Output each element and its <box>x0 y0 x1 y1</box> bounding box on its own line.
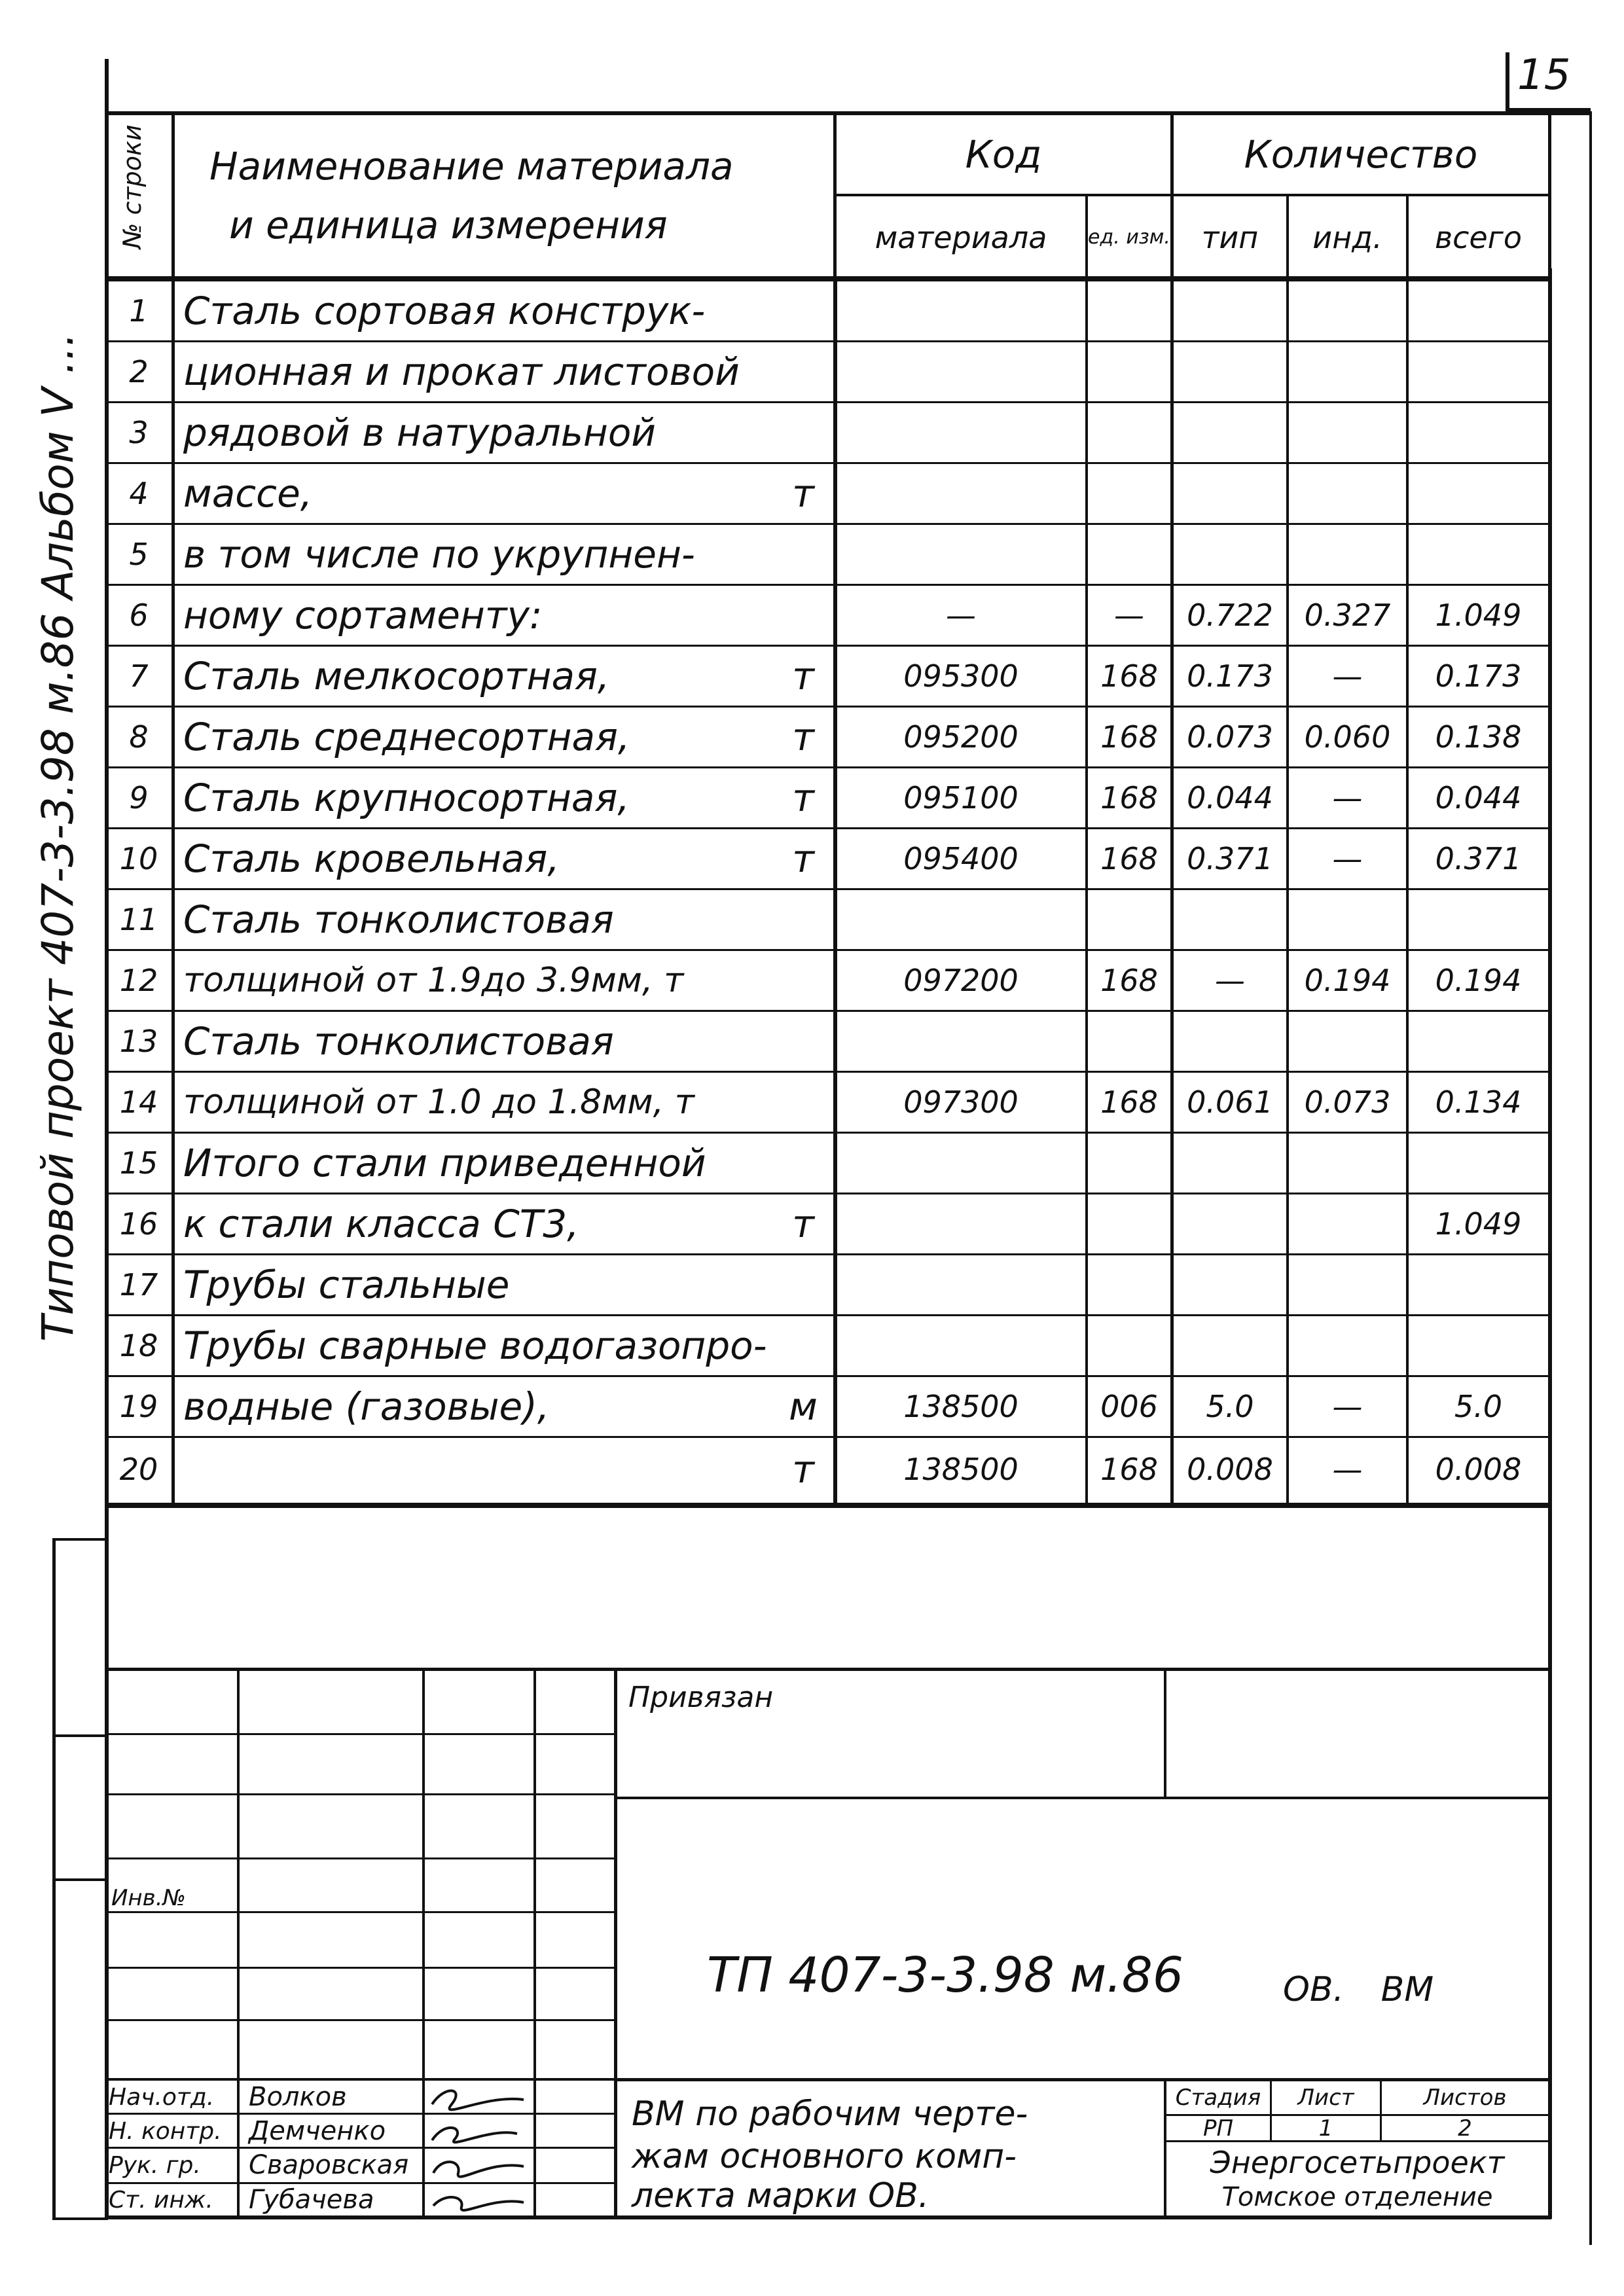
side-label: Типовой проект 407-3-3.98 м.86 Альбом V ... <box>33 332 83 1342</box>
table-row: 9 Сталь крупносортная, т 095100 168 0.044 — 0.044 <box>106 768 1551 829</box>
header-quantity: Количество <box>1244 132 1478 177</box>
signer-name: Демченко <box>249 2116 386 2146</box>
table-row: 1 Сталь сортовая конструк- <box>106 281 1551 342</box>
table-row: 4 массе, т <box>106 464 1551 525</box>
frame-right <box>1589 111 1592 2245</box>
doc-mark: ОВ. ВМ <box>1283 1970 1434 2009</box>
stage-label: Стадия <box>1175 2085 1261 2111</box>
table-row: 5 в том числе по укрупнен- <box>106 525 1551 586</box>
table-row: 16 к стали класса СТ3, т 1.049 <box>106 1194 1551 1255</box>
table-row: 7 Сталь мелкосортная, т 095300 168 0.173 — 0.173 <box>106 647 1551 708</box>
page-number: 15 <box>1517 51 1571 99</box>
header-q-type: тип <box>1201 220 1259 255</box>
org-name: Энергосетьпроект <box>1210 2145 1505 2180</box>
org-branch: Томское отделение <box>1221 2182 1493 2212</box>
table-row: 15 Итого стали приведенной <box>106 1134 1551 1194</box>
signer-name: Волков <box>249 2082 347 2112</box>
table-row: 14 толщиной от 1.0 до 1.8мм, т 097300 168 0.061 0.073 0.134 <box>106 1073 1551 1134</box>
desc-line3: лекта марки ОВ. <box>632 2176 929 2215</box>
signatures-image <box>425 2081 533 2215</box>
table-row: 2 ционная и прокат листовой <box>106 342 1551 403</box>
header-code-unit: ед. изм. <box>1088 226 1170 249</box>
table-row: 3 рядовой в натуральной <box>106 403 1551 464</box>
table-row: 18 Трубы сварные водогазопро- <box>106 1316 1551 1377</box>
desc-line2: жам основного комп- <box>632 2137 1017 2176</box>
signer-role: Ст. инж. <box>109 2186 213 2214</box>
sheets-value: 2 <box>1458 2116 1472 2141</box>
sheet-label: Лист <box>1297 2085 1354 2111</box>
signer-name: Губачева <box>249 2185 374 2215</box>
inv-no-label: Инв.№ <box>111 1885 186 1911</box>
header-q-ind: инд. <box>1312 220 1382 255</box>
sheets-label: Листов <box>1423 2085 1507 2111</box>
table-row: 11 Сталь тонколистовая <box>106 890 1551 951</box>
table-row: 8 Сталь среднесортная, т 095200 168 0.073 0.060 0.138 <box>106 708 1551 768</box>
sheet-value: 1 <box>1318 2116 1333 2141</box>
privyazan-label: Привязан <box>628 1681 774 1714</box>
stage-value: РП <box>1202 2116 1234 2141</box>
page-number-border <box>1506 52 1509 111</box>
table-row: 13 Сталь тонколистовая <box>106 1012 1551 1073</box>
header-name-line2: и единица измерения <box>229 203 668 247</box>
desc-line1: ВМ по рабочим черте- <box>632 2094 1028 2134</box>
header-name-line1: Наименование материала <box>209 144 734 188</box>
table-row: 17 Трубы стальные <box>106 1255 1551 1316</box>
table-row: 19 водные (газовые), м 138500 006 5.0 — 5.0 <box>106 1377 1551 1438</box>
signer-role: Рук. гр. <box>109 2151 201 2179</box>
table-row: 20 т 138500 168 0.008 — 0.008 <box>119 1447 1522 1492</box>
signer-role: Н. контр. <box>109 2117 222 2145</box>
signer-role: Нач.отд. <box>109 2083 215 2111</box>
header-q-total: всего <box>1434 220 1522 255</box>
signer-name: Сваровская <box>249 2150 409 2180</box>
table-row: 12 толщиной от 1.9до 3.9мм, т 097200 168 — 0.194 0.194 <box>106 951 1551 1012</box>
frame-top <box>105 111 1591 115</box>
table-row: 6 ному сортаменту: — — 0.722 0.327 1.049 <box>106 586 1551 647</box>
doc-code: ТП 407-3-3.98 м.86 <box>707 1947 1183 2003</box>
header-code: Код <box>965 132 1042 177</box>
header-code-material: материала <box>875 220 1047 255</box>
table-row: 10 Сталь кровельная, т 095400 168 0.371 — 0.371 <box>106 829 1551 890</box>
header-row-no: № строки <box>118 124 147 249</box>
